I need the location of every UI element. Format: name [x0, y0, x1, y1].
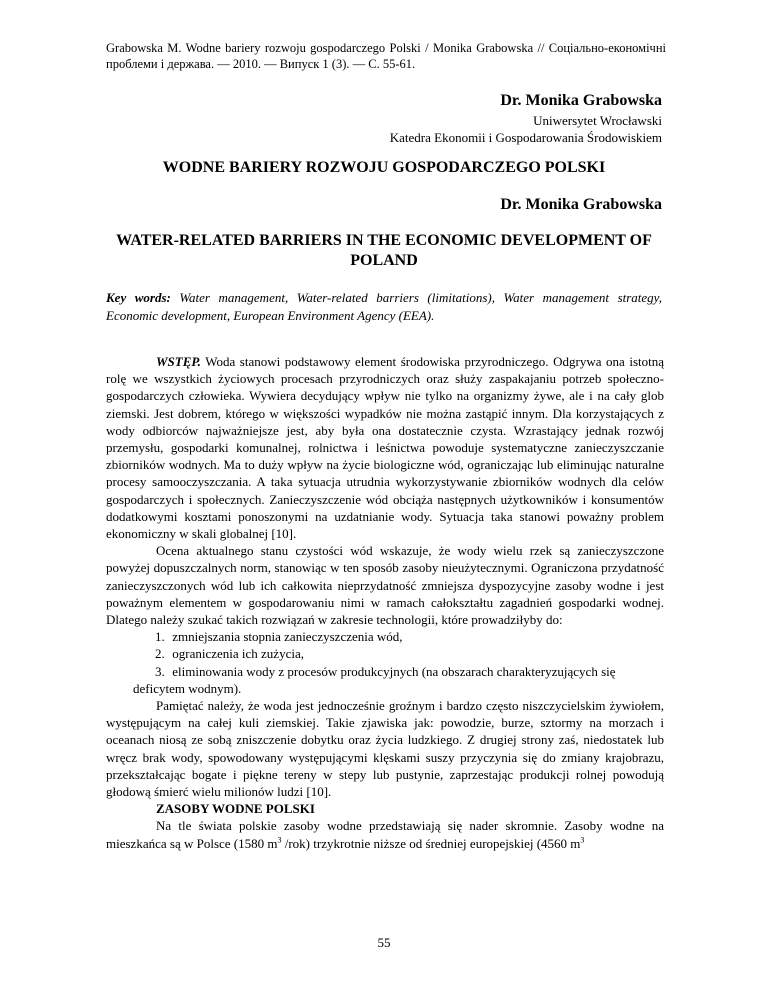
list-text-continued: deficytem wodnym).: [133, 680, 242, 696]
title-english: WATER-RELATED BARRIERS IN THE ECONOMIC DEVELOPMENT OF POLAND: [116, 232, 652, 269]
page-number: 55: [377, 935, 391, 950]
citation-header: Grabowska M. Wodne bariery rozwoju gospodarczego Polski / Monika Grabowska // Соціально-економічні проблеми і держава. — 2010. — Випуск 1 (3). — С. 55-61.: [106, 41, 666, 71]
list-item: [106, 628, 664, 645]
paragraph-2: Ocena aktualnego stanu czystości wód wskazuje, że wody wielu rzek są zanieczyszczone powyżej dopuszczalnych norm, stanowiąc w ten sposób zasoby nieużytecznymi. Ograniczona przydatność zanieczyszczonych wód lub ich całkowita nieprzydatność zmniejsza dyspozycyjne zasoby wodne i jest poważnym elementem w gospodarowaniu nimi w ramach całokształtu zagadnień gospodarki wodnej. Dlatego należy szukać takich rozwiązań w zakresie technologii, które prowadziłyby do:: [106, 543, 664, 628]
list-text: ograniczenia ich zużycia,: [172, 646, 304, 662]
superscript: 3: [277, 835, 282, 845]
list-text: zmniejszania stopnia zanieczyszczenia wód,: [172, 629, 403, 645]
list-text: eliminowania wody z procesów produkcyjnych (na obszarach charakteryzujących się: [172, 663, 616, 679]
article-body: [106, 353, 664, 852]
paragraph-3: Pamiętać należy, że woda jest jednocześnie groźnym i bardzo często niszczycielskim żywiołem, występującym na całej kuli ziemskiej. Takie zjawiska jak: powodzie, burze, sztormy na morzach i oceanach niosą ze sobą zniszczenie dobytku oraz życia ludzkiego. Z drugiej strony zaś, niedostatek lub wręcz brak wody, spowodowany występującymi klęskami suszy przyczynia się do zmiany krajobrazu, przekształcając bogate i piękne tereny w stepy lub pustynie, zaprzestając produkcji rolnej powodują głodową śmierć wielu milionów ludzi [10].: [106, 698, 664, 800]
intro-text: Woda stanowi podstawowy element środowiska przyrodniczego. Odgrywa ona istotną rolę we wszystkich życiowych procesach przyrodniczych oraz służy zaspakajaniu potrzeb społeczno-gospodarczych człowieka. Wywiera decydujący wpływ nie tylko na organizmy żywe, ale i na cały glob ziemski. Jest dobrem, którego w większości wypadków nie można zastąpić innym. Dla korzystających z wody odbiorców najważniejsze jest, aby była ona dostatecznie czysta. Wzrastający jednak rozwój przemysłu, gospodarki komunalnej, rolnictwa i leśnictwa powoduje systematyczne zanieczyszczanie zbiorników wodnych. Ma to duży wpływ na życie biologiczne wód, ograniczając lub eliminując naturalne procesy samooczyszczania. A taka sytuacja utrudnia wykorzystywanie zbiorników wodnych dla celów gospodarczych i społecznych. Zanieczyszczenie wód obciąża następnych użytkowników i konsumentów dodatkowymi kosztami ponoszonymi na uzdatnianie wody. Sytuacja taka stanowi poważny problem ekonomiczny w skali globalnej [10].: [106, 354, 664, 542]
paragraph-4-text-a: Na tle świata polskie zasoby wodne przedstawiają się nader skromnie. Zasoby wodne na mieszkańca są w Polsce (1580 m: [106, 818, 664, 851]
keywords-text: Water management, Water-related barriers (limitations), Water management strategy, Economic development, European Environment Agency (EEA).: [106, 290, 662, 323]
technology-list: [106, 628, 664, 697]
intro-lead: WSTĘP.: [156, 354, 201, 369]
title-polish: WODNE BARIERY ROZWOJU GOSPODARCZEGO POLSKI: [162, 159, 606, 176]
author-name: Dr. Monika Grabowska: [500, 92, 662, 109]
author-university: Uniwersytet Wrocławski: [533, 113, 662, 128]
list-number: 3.: [155, 663, 165, 679]
section-heading: ZASOBY WODNE POLSKI: [156, 801, 315, 817]
author-name-english: Dr. Monika Grabowska: [500, 196, 662, 213]
keywords: [106, 289, 662, 325]
superscript: 3: [580, 835, 585, 845]
list-number: 2.: [155, 646, 165, 662]
intro-paragraph: [106, 353, 664, 542]
keywords-label: Key words:: [106, 290, 171, 305]
author-department: Katedra Ekonomii i Gospodarowania Środowiskiem: [389, 130, 662, 145]
list-item: [106, 645, 664, 662]
paragraph-4: [106, 817, 664, 851]
list-number: 1.: [155, 629, 165, 645]
list-item: [106, 663, 664, 697]
paragraph-4-text-b: /rok) trzykrotnie niższe od średniej europejskiej (4560 m: [281, 835, 581, 851]
author-block: [390, 90, 662, 146]
